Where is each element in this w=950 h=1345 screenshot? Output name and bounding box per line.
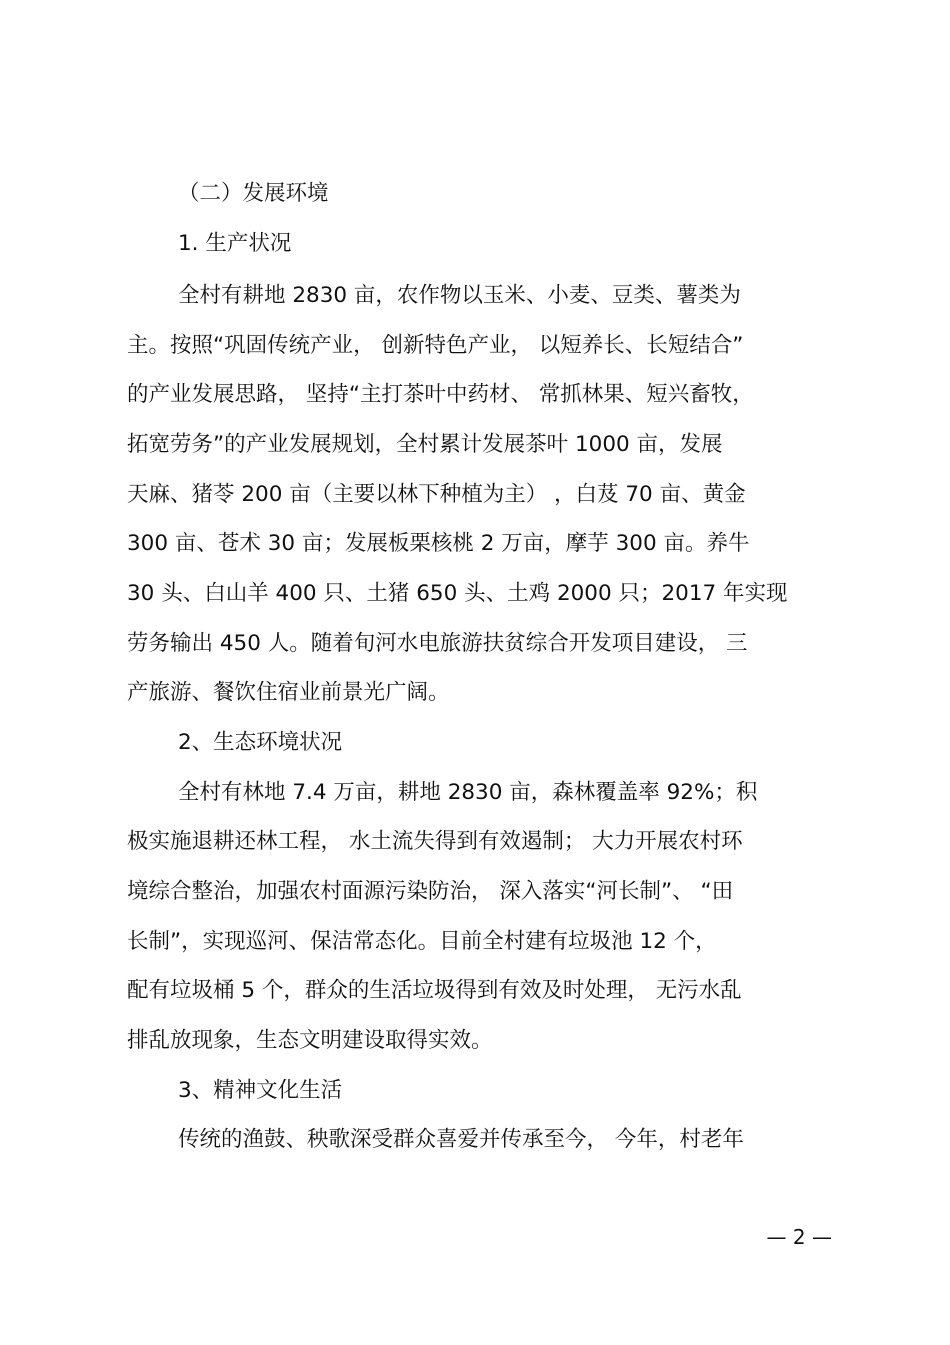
paragraph-line: 全村有林地 7.4 万亩，耕地 2830 亩，森林覆盖率 92%；积 bbox=[178, 780, 758, 805]
subsection-heading: 2、生态环境状况 bbox=[178, 730, 343, 755]
paragraph-line: 天麻、猪苓 200 亩（主要以林下种植为主） ，白芨 70 亩、黄金 bbox=[127, 482, 746, 507]
paragraph-line: 产旅游、餐饮住宿业前景光广阔。 bbox=[127, 680, 450, 705]
section-heading: （二）发展环境 bbox=[178, 181, 329, 206]
subsection-heading: 1. 生产状况 bbox=[178, 231, 292, 256]
paragraph-line: 极实施退耕还林工程， 水土流失得到有效遏制； 大力开展农村环 bbox=[127, 829, 743, 854]
paragraph-line: 劳务输出 450 人。随着旬河水电旅游扶贫综合开发项目建设， 三 bbox=[127, 631, 748, 656]
paragraph-line: 排乱放现象，生态文明建设取得实效。 bbox=[127, 1028, 493, 1053]
paragraph-line: 境综合整治，加强农村面源污染防治， 深入落实“河长制”、 “田 bbox=[127, 879, 734, 904]
page-number: — 2 — bbox=[766, 1225, 832, 1249]
paragraph-line: 配有垃圾桶 5 个，群众的生活垃圾得到有效及时处理， 无污水乱 bbox=[127, 978, 742, 1003]
paragraph-line: 300 亩、苍术 30 亩；发展板栗核桃 2 万亩，摩芋 300 亩。养牛 bbox=[127, 531, 750, 556]
paragraph-line: 传统的渔鼓、秧歌深受群众喜爱并传承至今， 今年，村老年 bbox=[178, 1127, 744, 1152]
paragraph-line: 拓宽劳务”的产业发展规划，全村累计发展茶叶 1000 亩，发展 bbox=[127, 432, 723, 457]
paragraph-line: 长制”，实现巡河、保洁常态化。目前全村建有垃圾池 12 个， bbox=[127, 929, 717, 954]
paragraph-line: 主。按照“巩固传统产业， 创新特色产业， 以短养长、长短结合” bbox=[127, 333, 744, 358]
subsection-heading: 3、精神文化生活 bbox=[178, 1078, 343, 1103]
paragraph-line: 全村有耕地 2830 亩，农作物以玉米、小麦、豆类、薯类为 bbox=[178, 283, 741, 308]
paragraph-line: 的产业发展思路， 坚持“主打茶叶中药材、 常抓林果、短兴畜牧， bbox=[127, 382, 754, 407]
paragraph-line: 30 头、白山羊 400 只、土猪 650 头、土鸡 2000 只；2017 年实现 bbox=[127, 581, 788, 606]
